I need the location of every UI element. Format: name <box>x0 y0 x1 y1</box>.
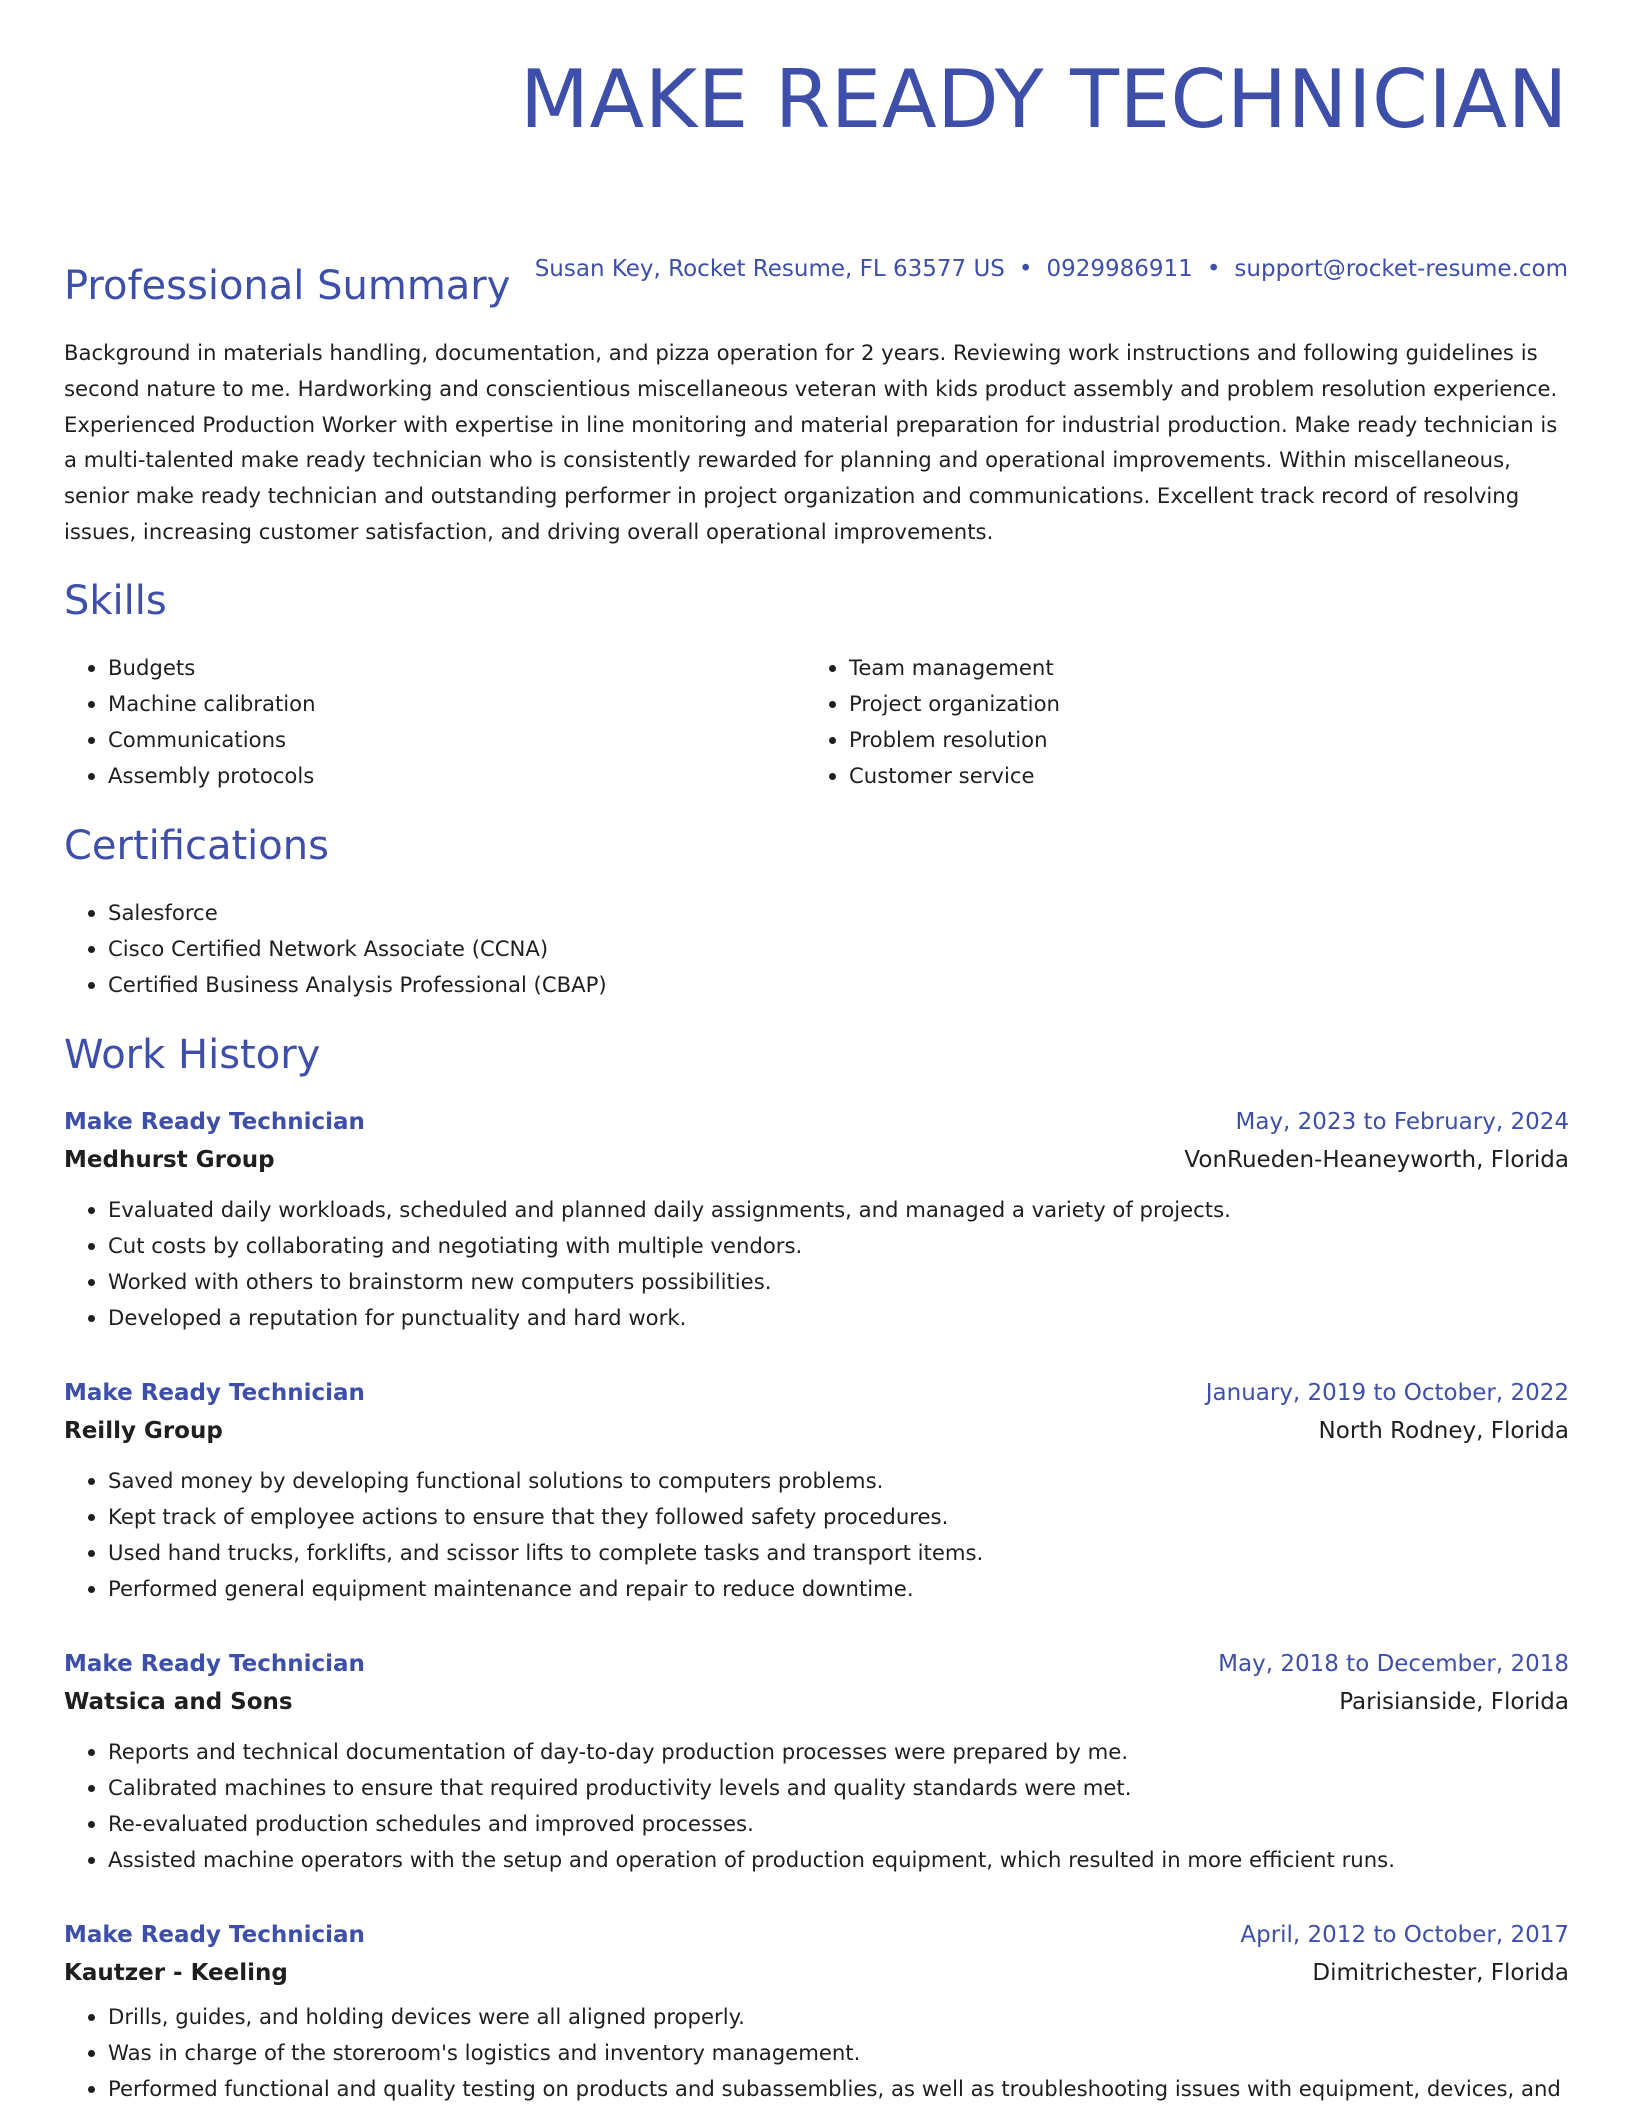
job-entry <box>64 1106 1569 1336</box>
skill-item: • Communications <box>108 722 805 758</box>
skill-item: • Customer service <box>849 758 1546 794</box>
job-company: Kautzer - Keeling <box>64 1960 288 1986</box>
job-location: North Rodney, Florida <box>1318 1418 1569 1444</box>
summary-text: Background in materials handling, documentation, and pizza operation for 2 years. Reviewing work instructions and following guidelines is second nature to me. Hardworking and conscientious miscellaneous veteran with kids product assembly and problem resolution experience. Experienced Production Worker with expertise in line monitoring and material preparation for industrial production. Make ready technician is a multi-talented make ready technician who is consistently rewarded for planning and operational improvements. Within miscellaneous, senior make ready technician and outstanding performer in project organization and communications. Excellent track record of resolving issues, increasing customer satisfaction, and driving overall operational improvements. <box>64 340 1558 544</box>
job-dates: April, 2012 to October, 2017 <box>1240 1922 1569 1948</box>
contact-separator: • <box>1018 256 1033 282</box>
contact-separator: • <box>1206 256 1221 282</box>
job-location: Parisianside, Florida <box>1339 1689 1569 1715</box>
job-dates: January, 2019 to October, 2022 <box>1205 1380 1569 1406</box>
job-bullet: • Evaluated daily workloads, scheduled and planned daily assignments, and managed a variety of projects. <box>108 1192 1569 1228</box>
job-bullet: • Assisted machine operators with the setup and operation of production equipment, which resulted in more efficient runs. <box>108 1842 1569 1878</box>
contact-email[interactable]: support@rocket-resume.com <box>1234 256 1568 282</box>
certification-item: • Certified Business Analysis Professional (CBAP) <box>108 967 1569 1003</box>
skill-item: • Assembly protocols <box>108 758 805 794</box>
skill-item: • Team management <box>849 650 1546 686</box>
skills-column-left <box>64 650 805 794</box>
job-bullet: • Drills, guides, and holding devices were all aligned properly. <box>108 1999 1569 2035</box>
job-bullet: • Kept track of employee actions to ensure that they followed safety procedures. <box>108 1499 1569 1535</box>
resume-title: MAKE READY TECHNICIAN <box>520 53 1568 146</box>
job-entry <box>64 1648 1569 1878</box>
job-company: Watsica and Sons <box>64 1689 293 1715</box>
contact-phone: 0929986911 <box>1046 256 1193 282</box>
skill-item: • Project organization <box>849 686 1546 722</box>
job-bullets <box>64 1734 1569 1878</box>
job-dates: May, 2018 to December, 2018 <box>1218 1651 1569 1677</box>
job-bullets <box>64 1999 1569 2107</box>
job-bullet: • Cut costs by collaborating and negotiating with multiple vendors. <box>108 1228 1569 1264</box>
job-location: VonRueden-Heaneyworth, Florida <box>1184 1147 1569 1173</box>
job-company: Reilly Group <box>64 1418 223 1444</box>
certification-item: • Salesforce <box>108 895 1569 931</box>
job-bullet: • Was in charge of the storeroom's logistics and inventory management. <box>108 2035 1569 2071</box>
job-bullet: • Re-evaluated production schedules and improved processes. <box>108 1806 1569 1842</box>
job-bullet: • Worked with others to brainstorm new computers possibilities. <box>108 1264 1569 1300</box>
work-history-heading: Work History <box>64 1032 321 1078</box>
certification-item: • Cisco Certified Network Associate (CCNA) <box>108 931 1569 967</box>
skills-column-right <box>805 650 1546 794</box>
job-bullet: • Performed general equipment maintenance and repair to reduce downtime. <box>108 1571 1569 1607</box>
job-bullets <box>64 1192 1569 1336</box>
job-entry <box>64 1377 1569 1607</box>
job-company: Medhurst Group <box>64 1147 275 1173</box>
job-title: Make Ready Technician <box>64 1651 365 1677</box>
certifications-list <box>64 895 1569 1003</box>
job-location: Dimitrichester, Florida <box>1312 1960 1569 1986</box>
job-bullet: • Used hand trucks, forklifts, and scissor lifts to complete tasks and transport items. <box>108 1535 1569 1571</box>
job-bullet: • Performed functional and quality testing on products and subassemblies, as well as troubleshooting issues with equipment, devices, and <box>108 2071 1569 2107</box>
job-bullet: • Reports and technical documentation of day-to-day production processes were prepared by me. <box>108 1734 1569 1770</box>
contact-address: Susan Key, Rocket Resume, FL 63577 US <box>534 256 1005 282</box>
contact-line <box>535 254 1568 284</box>
skills-list <box>64 650 1569 794</box>
skill-item: • Problem resolution <box>849 722 1546 758</box>
job-bullets <box>64 1463 1569 1607</box>
certifications-heading: Certifications <box>64 823 329 869</box>
skills-heading: Skills <box>64 578 167 624</box>
skill-item: • Budgets <box>108 650 805 686</box>
job-title: Make Ready Technician <box>64 1109 365 1135</box>
job-dates: May, 2023 to February, 2024 <box>1235 1109 1569 1135</box>
skill-item: • Machine calibration <box>108 686 805 722</box>
job-bullet: • Saved money by developing functional solutions to computers problems. <box>108 1463 1569 1499</box>
job-title: Make Ready Technician <box>64 1922 365 1948</box>
summary-heading: Professional Summary <box>64 263 511 309</box>
job-bullet: • Developed a reputation for punctuality and hard work. <box>108 1300 1569 1336</box>
job-title: Make Ready Technician <box>64 1380 365 1406</box>
job-entry <box>64 1919 1569 2107</box>
job-bullet: • Calibrated machines to ensure that required productivity levels and quality standards were met. <box>108 1770 1569 1806</box>
